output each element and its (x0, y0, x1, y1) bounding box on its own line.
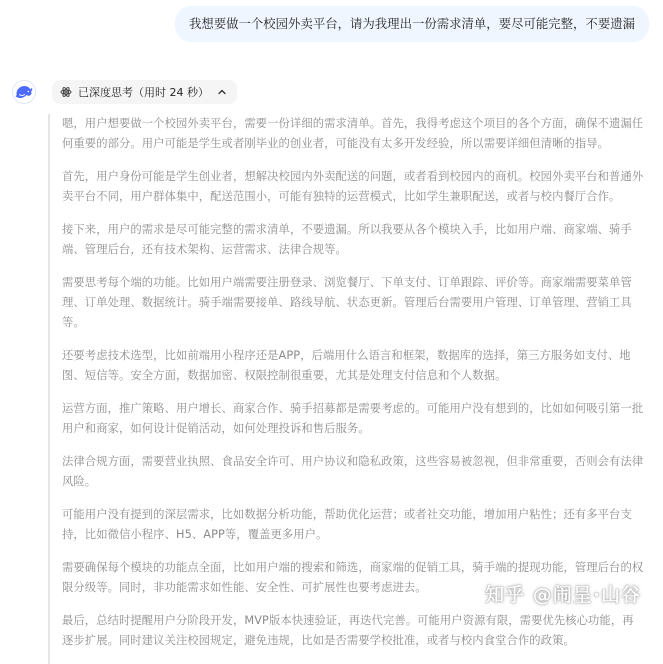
thinking-paragraph: 法律合规方面，需要营业执照、食品安全许可、用户协议和隐私政策，这些容易被忽视，但非常重要，否则会有法律风险。 (62, 455, 644, 488)
deep-think-toggle[interactable] (52, 80, 237, 104)
atom-icon (60, 86, 72, 98)
thinking-paragraph: 可能用户没有提到的深层需求，比如数据分析功能，帮助优化运营；或者社交功能，增加用户粘性；还有多平台支持，比如微信小程序、H5、APP等，覆盖更多用户。 (62, 508, 632, 541)
thinking-paragraph: 首先，用户身份可能是学生创业者，想解决校园内外卖配送的问题，或者看到校园内的商机。校园外卖平台和普通外卖平台不同，用户群体集中，配送范围小，可能有独特的运营模式，比如学生兼职配送，或者与校内餐厅合作。 (62, 170, 644, 203)
thinking-paragraph: 最后，总结时提醒用户分阶段开发，MVP版本快速验证，再迭代完善。可能用户资源有限，需要优先核心功能，再逐步扩展。同时建议关注校园规定，避免违规，比如是否需要学校批准，或者与校内食堂合作的政策。 (62, 614, 634, 647)
chevron-up-icon (217, 87, 227, 97)
thinking-paragraph: 接下来，用户的需求是尽可能完整的需求清单，不要遗漏。所以我要从各个模块入手，比如用户端、商家端、骑手端、管理后台，还有技术架构、运营需求、法律合规等。 (62, 223, 632, 256)
thinking-paragraph: 需要思考每个端的功能。比如用户端需要注册登录、浏览餐厅、下单支付、订单跟踪、评价等。商家端需要菜单管理、订单处理、数据统计。骑手端需要接单、路线导航、状态更新。管理后台需要用户管理、订单管理、营销工具等。 (62, 276, 632, 329)
watermark: 知乎 @闹呈·山谷 (485, 584, 641, 606)
assistant-avatar (12, 80, 36, 104)
deep-think-label: 已深度思考（用时 24 秒） (78, 86, 209, 99)
user-message-text: 我想要做一个校园外卖平台，请为我理出一份需求清单，要尽可能完整，不要遗漏 (188, 16, 635, 31)
thinking-paragraph: 需要确保每个模块的功能点全面，比如用户端的搜索和筛选，商家端的促销工具，骑手端的提现功能，管理后台的权限分级等。同时，非功能需求如性能、安全性、可扩展性也要考虑进去。 (62, 561, 644, 594)
whale-logo-icon (15, 85, 33, 99)
user-message-bubble (175, 6, 649, 42)
thinking-paragraph: 运营方面，推广策略、用户增长、商家合作、骑手招募都是需要考虑的。可能用户没有想到的，比如如何吸引第一批用户和商家，如何设计促销活动，如何处理投诉和售后服务。 (62, 402, 644, 435)
thinking-paragraph: 还要考虑技术选型，比如前端用小程序还是APP，后端用什么语言和框架，数据库的选择，第三方服务如支付、地图、短信等。安全方面，数据加密、权限控制很重要，尤其是处理支付信息和个人数据。 (62, 349, 631, 382)
thinking-content (48, 114, 644, 664)
thinking-paragraph: 嗯，用户想要做一个校园外卖平台，需要一份详细的需求清单。首先，我得考虑这个项目的各个方面，确保不遗漏任何重要的部分。用户可能是学生或者刚毕业的创业者，可能没有太多开发经验，所以需要详细但清晰的指导。 (62, 117, 644, 150)
